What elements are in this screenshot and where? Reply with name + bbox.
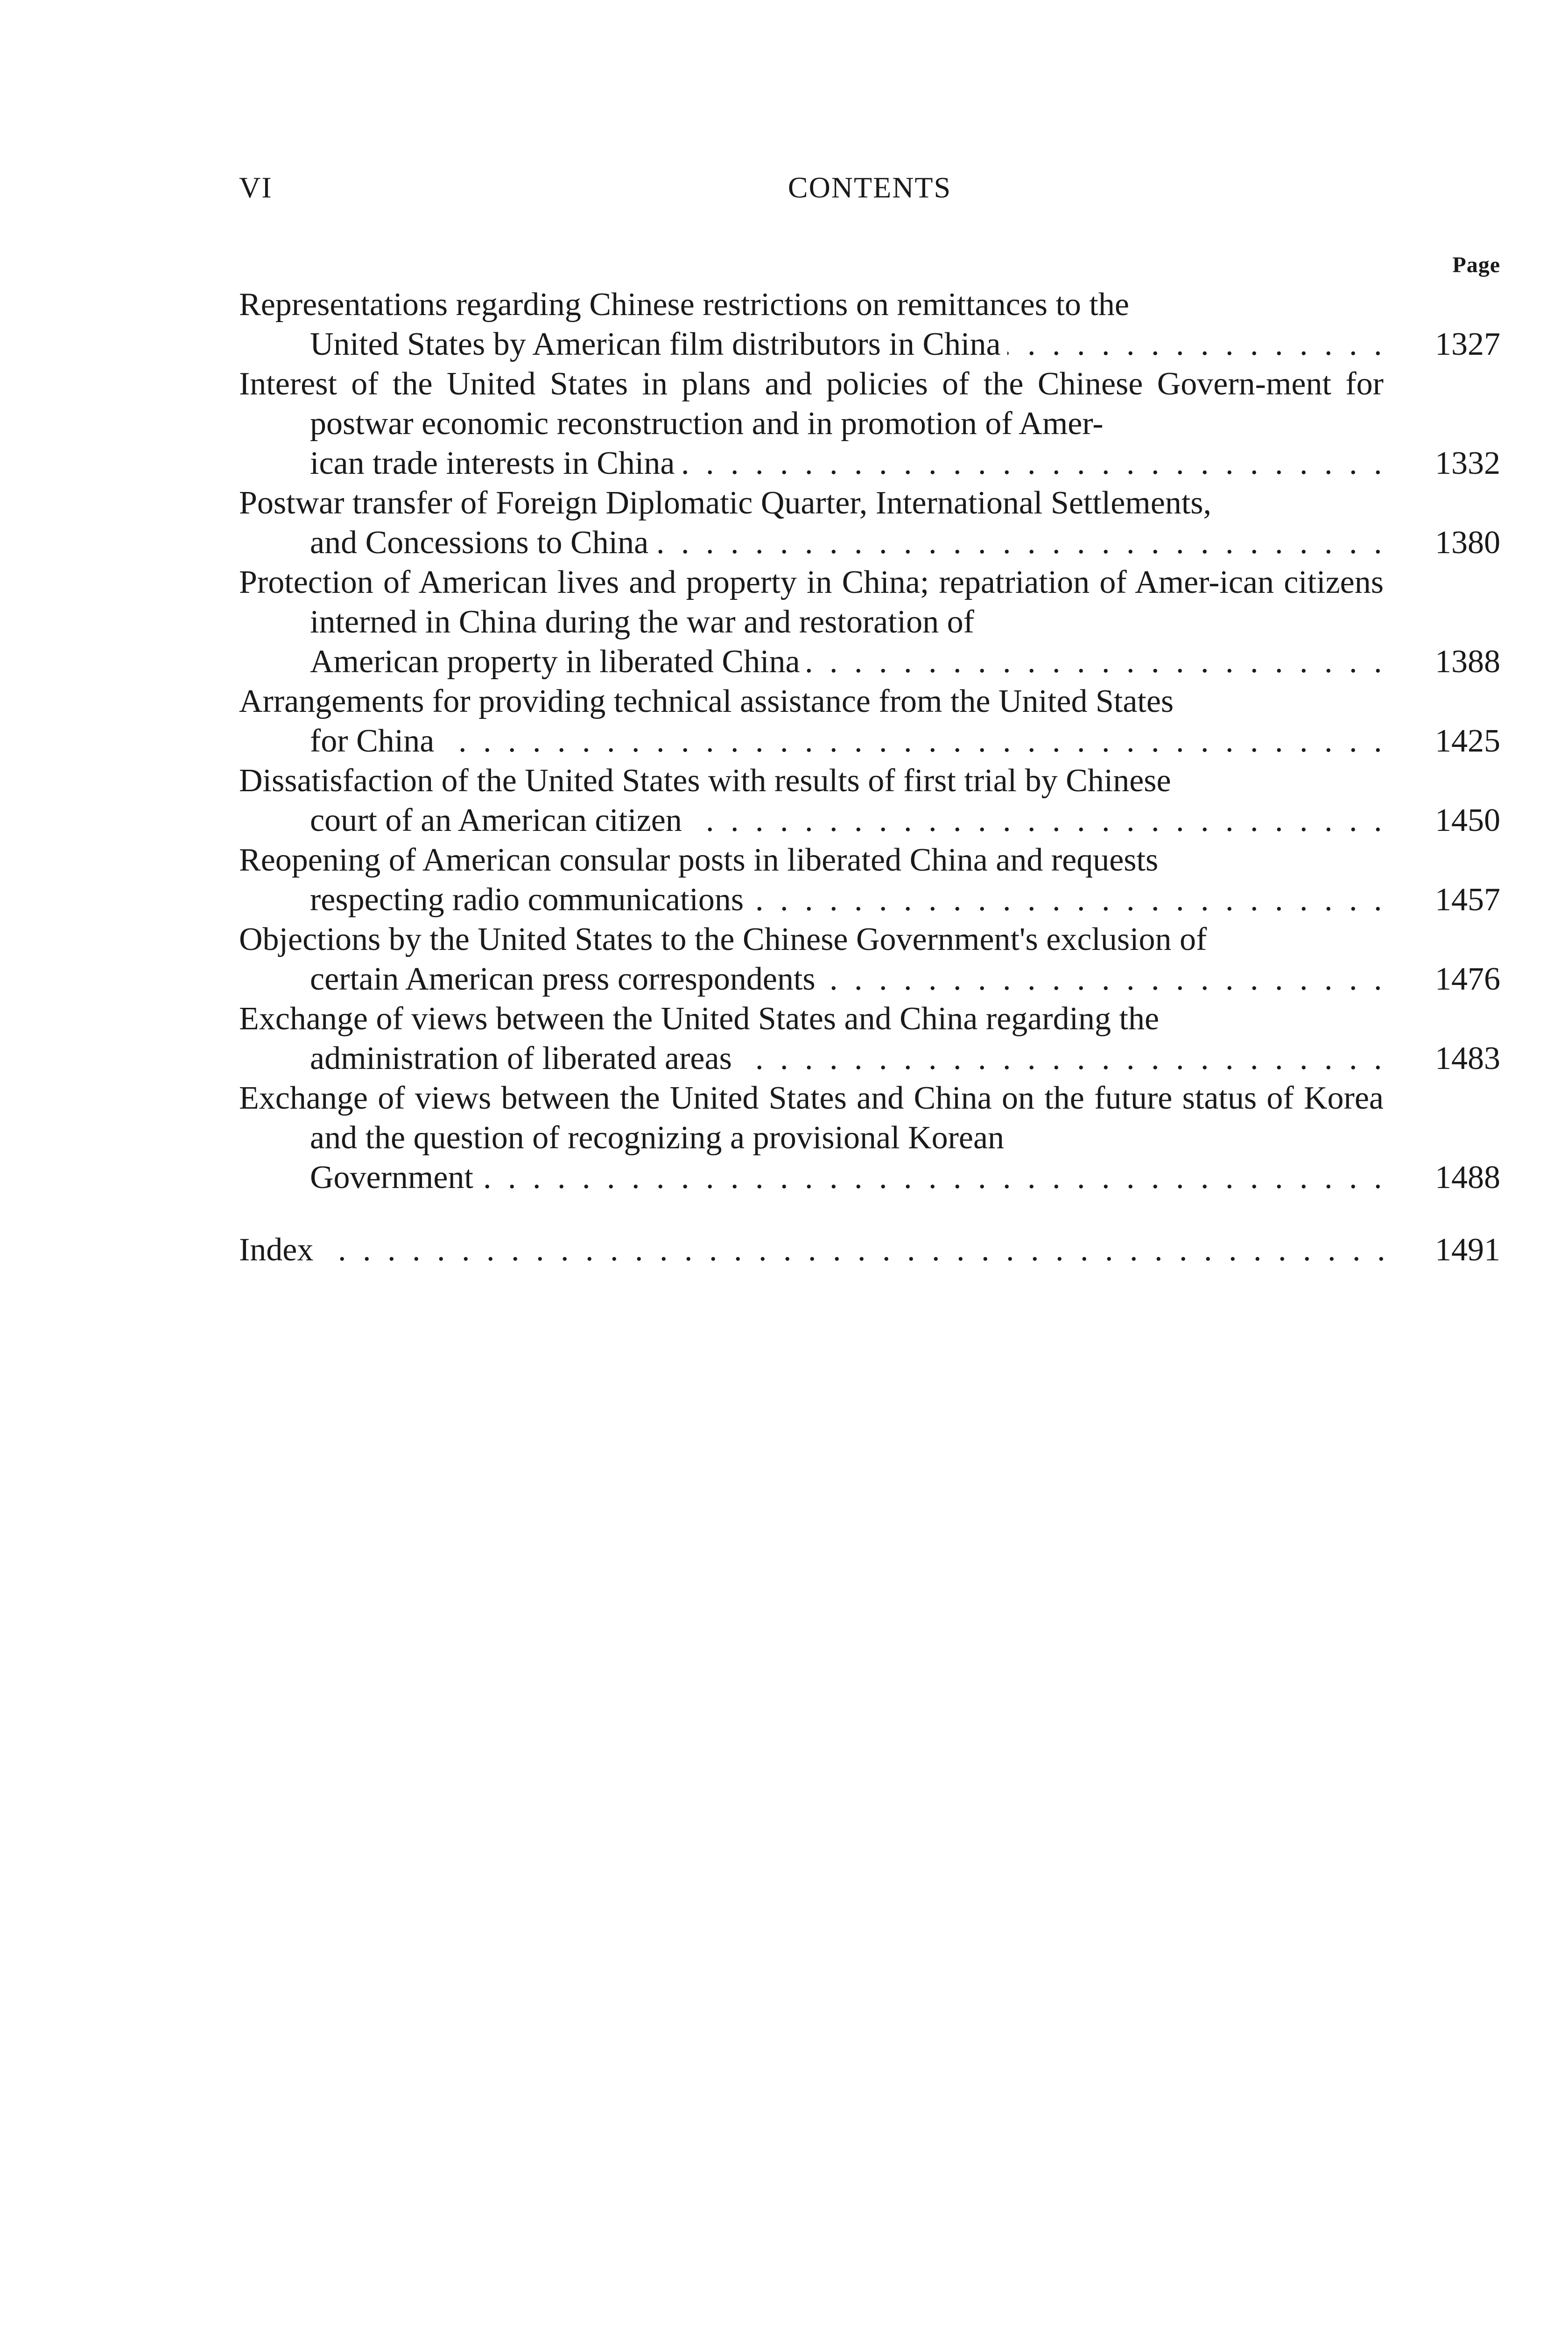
page-column-label: Page (1452, 253, 1500, 277)
toc-entry-text: Protection of American lives and property in China; repatriation of Amer-ican citizens interned in China during the war and restoration of (239, 564, 1384, 640)
toc-index-entry[interactable] (239, 1230, 1500, 1270)
toc-entry[interactable] (239, 483, 1500, 562)
toc-entry-text-end: for China (310, 723, 441, 759)
toc-entry[interactable] (239, 1078, 1500, 1197)
toc-entry-text: Interest of the United States in plans and policies of the Chinese Govern-ment for postwar economic reconstruction and in promotion of Amer- (239, 366, 1384, 442)
toc-entry-text-end: American property in liberated China (310, 644, 807, 680)
toc-entry-text-end: respecting radio communications (310, 882, 750, 918)
toc-entry-text: Arrangements for providing technical assistance from the United States (239, 683, 1174, 719)
toc-entry[interactable] (239, 840, 1500, 920)
toc-entry-text: Dissatisfaction of the United States with results of first trial by Chinese (239, 763, 1171, 799)
toc-entry-leader-line (310, 324, 1384, 364)
toc-entry-leader-line (310, 721, 1384, 761)
toc-entry[interactable] (239, 364, 1500, 483)
toc-entry[interactable] (239, 920, 1500, 999)
toc-entry-leader-line (310, 523, 1384, 562)
toc-page-number: 1488 (1435, 1160, 1500, 1195)
toc-page-number: 1388 (1435, 644, 1500, 680)
toc-entry-leader-line (310, 801, 1384, 840)
toc-entry-text-end: Government (310, 1160, 480, 1195)
toc-entry-text-end: certain American press correspondents (310, 961, 822, 997)
toc-page-number: 1491 (1435, 1232, 1500, 1268)
toc-entry-text: Postwar transfer of Foreign Diplomatic Quarter, International Settlements, (239, 485, 1212, 521)
toc-entry-text-end: United States by American film distributors in China (310, 326, 1007, 362)
toc-entry-text: Reopening of American consular posts in liberated China and requests (239, 842, 1159, 878)
toc-page-number: 1425 (1435, 723, 1500, 759)
toc-entry-leader-line (310, 1039, 1384, 1078)
toc-entry-leader-line (310, 1158, 1384, 1197)
toc-page-number: 1450 (1435, 802, 1500, 838)
toc-page-number: 1327 (1435, 326, 1500, 362)
toc-page-number: 1332 (1435, 445, 1500, 481)
table-of-contents (239, 285, 1500, 1270)
toc-entry-leader-line (310, 880, 1384, 920)
toc-entry-text-end: court of an American citizen (310, 802, 689, 838)
toc-entry-leader-line (310, 959, 1384, 999)
running-head (239, 170, 1500, 212)
toc-entry-text-end: ican trade interests in China (310, 445, 681, 481)
toc-page-number: 1476 (1435, 961, 1500, 997)
toc-entry[interactable] (239, 562, 1500, 682)
toc-entry-leader-line (239, 1230, 1384, 1270)
toc-entry[interactable] (239, 761, 1500, 840)
index-label: Index (239, 1232, 320, 1268)
toc-entry-text: Exchange of views between the United States and China on the future status of Korea and the question of recognizing a provisional Korean (239, 1080, 1384, 1156)
toc-entry[interactable] (239, 682, 1500, 761)
toc-page-number: 1483 (1435, 1040, 1500, 1076)
toc-entry[interactable] (239, 999, 1500, 1078)
toc-entry-leader-line (310, 443, 1384, 483)
toc-entry[interactable] (239, 285, 1500, 364)
page-title: CONTENTS (788, 171, 952, 204)
toc-entry-text: Representations regarding Chinese restrictions on remittances to the (239, 287, 1129, 323)
toc-entry-text-end: and Concessions to China (310, 525, 655, 561)
toc-page-number: 1457 (1435, 882, 1500, 918)
toc-page-number: 1380 (1435, 525, 1500, 561)
toc-entry-text-end: administration of liberated areas (310, 1040, 738, 1076)
toc-entry-text: Objections by the United States to the Chinese Government's exclusion of (239, 921, 1207, 957)
toc-entry-text: Exchange of views between the United States and China regarding the (239, 1001, 1160, 1037)
toc-entry-leader-line (310, 642, 1384, 682)
page-folio: VI (239, 171, 273, 204)
